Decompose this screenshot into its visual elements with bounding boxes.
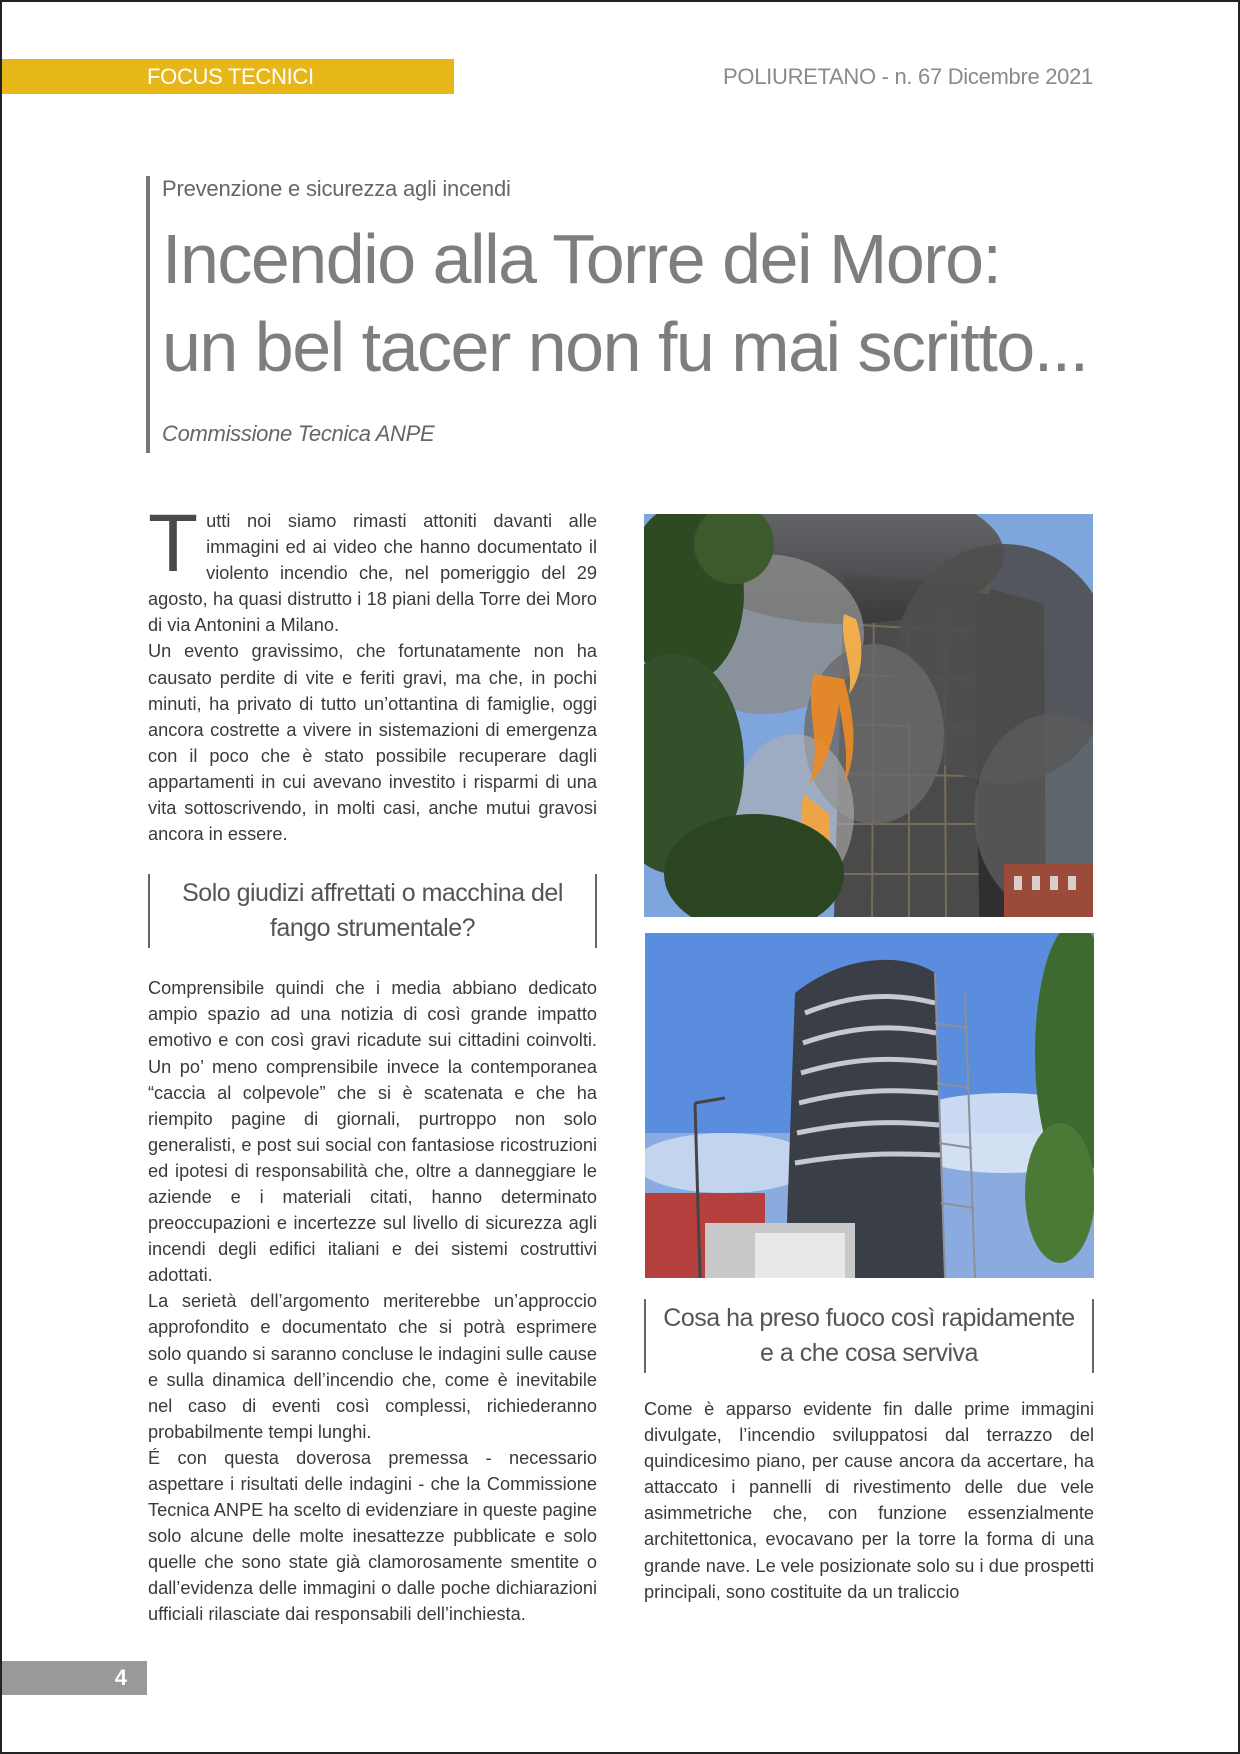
issue-info: POLIURETANO - n. 67 Dicembre 2021 <box>723 64 1093 89</box>
paragraph: La serietà dell’argomento meriterebbe un’approccio approfondito e documentato che si potrà esprimere solo quando si saranno concluse le indagini sulle cause e sulla dinamica dell’incendio che, come è inevitabile nel caso di eventi così complessi, richiederanno probabilmente tempi lunghi. <box>148 1291 597 1442</box>
paragraph-intro-text: utti noi siamo rimasti attoniti davanti alle immagini ed ai video che hanno documentato il violento incendio che, nel pomeriggio del 29 agosto, ha quasi distrutto i 18 piani della Torre dei Moro di via Antonini a Milano. <box>148 511 597 636</box>
drop-cap: T <box>148 498 199 589</box>
paragraph-intro <box>148 498 597 638</box>
article-title <box>162 215 1106 391</box>
article-kicker: Prevenzione e sicurezza agli incendi <box>162 176 511 201</box>
title-line-1: Incendio alla Torre dei Moro: <box>162 220 1001 298</box>
subheading-left: Solo giudizi affrettati o macchina del fango strumentale? <box>148 874 597 948</box>
left-column <box>148 498 597 1628</box>
tower-fire-photo <box>644 514 1093 917</box>
paragraph: Un evento gravissimo, che fortunatamente non ha causato perdite di vite e feriti gravi, ma che, in pochi minuti, ha privato di tutto un’ottantina di famiglie, oggi ancora costrette a vivere in sistemazioni di emergenza con il poco che è stato possibile recuperare dagli appartamenti in cui avevano investito i risparmi di una vita sottoscrivendo, in molti casi, anche mutui gravosi ancora in essere. <box>148 641 597 845</box>
tower-after-fire-photo <box>645 933 1094 1278</box>
paragraph: É con questa doverosa premessa - necessario aspettare i risultati delle indagini - che la Commissione Tecnica ANPE ha scelto di evidenziare in queste pagine solo alcune delle molte inesattezze pubblicate e solo quelle che sono state già clamorosamente smentite o dall’evidenza delle immagini o dalle poche dichiarazioni ufficiali rilasciate dai responsabili dell’inchiesta. <box>148 1447 597 1625</box>
headline-block <box>146 176 1106 453</box>
right-column <box>644 1299 1094 1605</box>
article-byline: Commissione Tecnica ANPE <box>162 421 435 446</box>
page-number: 4 <box>2 1661 147 1695</box>
section-label: FOCUS TECNICI <box>2 59 454 94</box>
paragraph: Comprensibile quindi che i media abbiano dedicato ampio spazio ad una notizia di così grande impatto emotivo e con così gravi ricadute sui cittadini coinvolti. Un po’ meno comprensibile invece la contemporanea “caccia al colpevole” che si è scatenata e che ha riempito pagine di giornali, purtroppo non solo generalisti, e post sui social con fantasiose ricostruzioni ed ipotesi di responsabilità che, oltre a danneggiare le aziende e i materiali citati, hanno determinato preoccupazioni e incertezze sul livello di sicurezza agli incendi degli edifici italiani e dei sistemi costruttivi adottati. <box>148 978 597 1286</box>
paragraph: Come è apparso evidente fin dalle prime immagini divulgate, l’incendio sviluppatosi dal terrazzo del quindicesimo piano, per cause ancora da accertare, ha attaccato i pannelli di rivestimento delle due vele asimmetriche che, con funzione essenzialmente architettonica, evocavano per la torre la forma di una grande nave. Le vele posizionate solo su i due prospetti principali, sono costituite da un traliccio <box>644 1399 1094 1602</box>
title-line-2: un bel tacer non fu mai scritto... <box>162 308 1088 386</box>
subheading-right: Cosa ha preso fuoco così rapidamente e a che cosa serviva <box>644 1299 1094 1373</box>
